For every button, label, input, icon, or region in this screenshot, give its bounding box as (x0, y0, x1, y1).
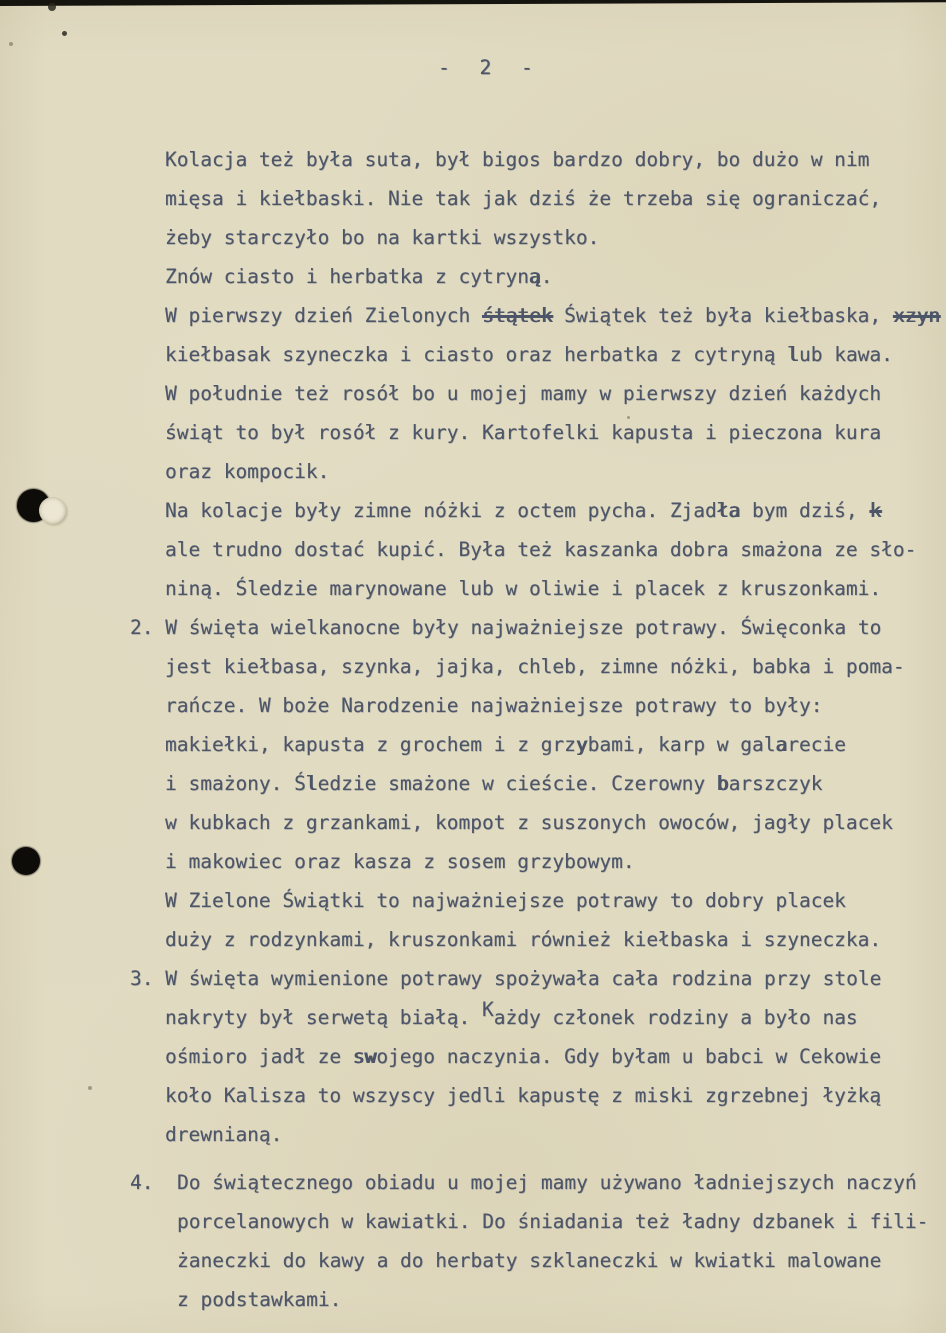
text-segment: W pierwszy dzień Zielonych (165, 304, 482, 327)
paper-speck (48, 3, 56, 11)
text-segment: duży z rodzynkami, kruszonkami również kiełbaska i szyneczka. (165, 928, 882, 951)
text-segment: koło Kalisza to wszyscy jedli kapustę z miski zgrzebnej łyżką (165, 1084, 882, 1107)
text-segment: recie (787, 733, 846, 756)
text-line (165, 772, 822, 795)
text-segment: ła (716, 499, 741, 522)
text-segment: 2. W święta wielkanocne były najważniejsze potrawy. Święconka to (130, 616, 882, 639)
text-segment: W południe też rosół bo u mojej mamy w pierwszy dzień każdych (165, 382, 882, 405)
text-segment: makiełki, kapusta z grochem i z grz (165, 733, 576, 756)
text-line (165, 265, 552, 288)
text-segment: 3. W święta wymienione potrawy spożywała cała rodzina przy stole (130, 967, 882, 990)
text-line (165, 928, 881, 951)
text-segment: żaneczki do kawy a do herbaty szklaneczki w kwiatki malowane (177, 1249, 882, 1272)
page-number: - 2 - (438, 56, 542, 79)
text-segment: mięsa i kiełbaski. Nie tak jak dziś że trzeba się ograniczać, (165, 187, 882, 210)
text-line (165, 460, 329, 483)
text-segment: k (869, 499, 882, 522)
text-line (130, 967, 881, 990)
text-segment: K (481, 998, 494, 1021)
text-segment: żeby starczyło bo na kartki wszystko. (165, 226, 600, 249)
text-segment: śtątek (481, 304, 553, 327)
text-segment: i makowiec oraz kasza z sosem grzybowym. (165, 850, 635, 873)
text-line (165, 694, 822, 717)
text-segment: Świątek też była kiełbaska, (552, 304, 893, 327)
text-segment: Na kolacje były zimne nóżki z octem pycha. Zjad (165, 499, 717, 522)
text-segment: ą (528, 265, 541, 288)
text-segment: nakryty był serwetą białą. (165, 1006, 482, 1029)
text-line (165, 733, 846, 756)
text-segment: rańcze. W boże Narodzenie najważniejsze potrawy to były: (165, 694, 823, 717)
text-segment: xzyn (892, 304, 940, 327)
text-line (165, 655, 905, 678)
text-segment: oraz kompocik. (165, 460, 330, 483)
hole-punch-paper (39, 497, 66, 524)
text-line (165, 187, 881, 210)
text-line (165, 577, 881, 600)
text-segment: w kubkach z grzankami, kompot z suszonych owoców, jagły placek (165, 811, 893, 834)
text-line (177, 1210, 928, 1233)
text-segment: bami, karp w gal (587, 733, 776, 756)
text-segment: z podstawkami. (177, 1288, 342, 1311)
text-line (165, 1123, 282, 1146)
text-segment: sw (352, 1045, 377, 1068)
text-segment: drewnianą. (165, 1123, 283, 1146)
text-segment: l (305, 772, 318, 795)
text-segment: arszczyk (728, 772, 823, 795)
text-segment: b (716, 772, 729, 795)
text-segment: niną. Śledzie marynowane lub w oliwie i placek z kruszonkami. (165, 577, 882, 600)
text-line (177, 1249, 881, 1272)
text-line (177, 1288, 341, 1311)
text-line (165, 1045, 881, 1068)
text-segment: świąt to był rosół z kury. Kartofelki kapusta i pieczona kura (165, 421, 882, 444)
text-segment: ażdy członek rodziny a było nas (493, 1006, 858, 1029)
paper-speck (62, 31, 67, 36)
text-segment: edzie smażone w cieście. Czerowny (317, 772, 717, 795)
text-segment: y (575, 733, 588, 756)
text-line (165, 343, 893, 366)
paper-speck (627, 416, 630, 419)
text-segment: Znów ciasto i herbatka z cytryn (165, 265, 529, 288)
text-line (165, 304, 940, 327)
text-line (165, 811, 893, 834)
text-segment: kiełbasak szyneczka i ciasto oraz herbatka z cytryną (165, 343, 788, 366)
text-segment: ub kawa. (798, 343, 893, 366)
text-line (165, 382, 881, 405)
text-line (165, 998, 858, 1029)
text-segment: 4. Do świątecznego obiadu u mojej mamy używano ładniejszych naczyń (130, 1171, 917, 1194)
text-segment: W Zielone Świątki to najważniejsze potrawy to dobry placek (165, 889, 846, 912)
text-line (165, 538, 916, 561)
text-line (165, 148, 869, 171)
text-line (165, 1084, 881, 1107)
text-line (130, 1171, 917, 1194)
paper-speck (9, 42, 13, 46)
paper-speck (88, 1086, 92, 1090)
text-segment: bym dziś, (740, 499, 870, 522)
text-segment: jest kiełbasa, szynka, jajka, chleb, zimne nóżki, babka i poma- (165, 655, 905, 678)
text-segment: ojego naczynia. Gdy byłam u babci w Cekowie (376, 1045, 882, 1068)
text-line (130, 616, 881, 639)
text-segment: l (787, 343, 799, 366)
text-segment: . (540, 265, 553, 288)
hole-punch (12, 847, 40, 875)
text-line (165, 889, 846, 912)
text-segment: ale trudno dostać kupić. Była też kaszanka dobra smażona ze sło- (165, 538, 917, 561)
text-line (165, 226, 599, 249)
text-line (165, 850, 635, 873)
text-segment: a (775, 733, 788, 756)
text-segment: ośmioro jadł ze (165, 1045, 353, 1068)
text-line (165, 499, 881, 522)
text-line (165, 421, 881, 444)
text-segment: porcelanowych w kawiatki. Do śniadania też ładny dzbanek i fili- (177, 1210, 929, 1233)
text-segment: i smażony. Ś (165, 772, 306, 795)
text-segment: Kolacja też była suta, był bigos bardzo dobry, bo dużo w nim (165, 148, 870, 171)
